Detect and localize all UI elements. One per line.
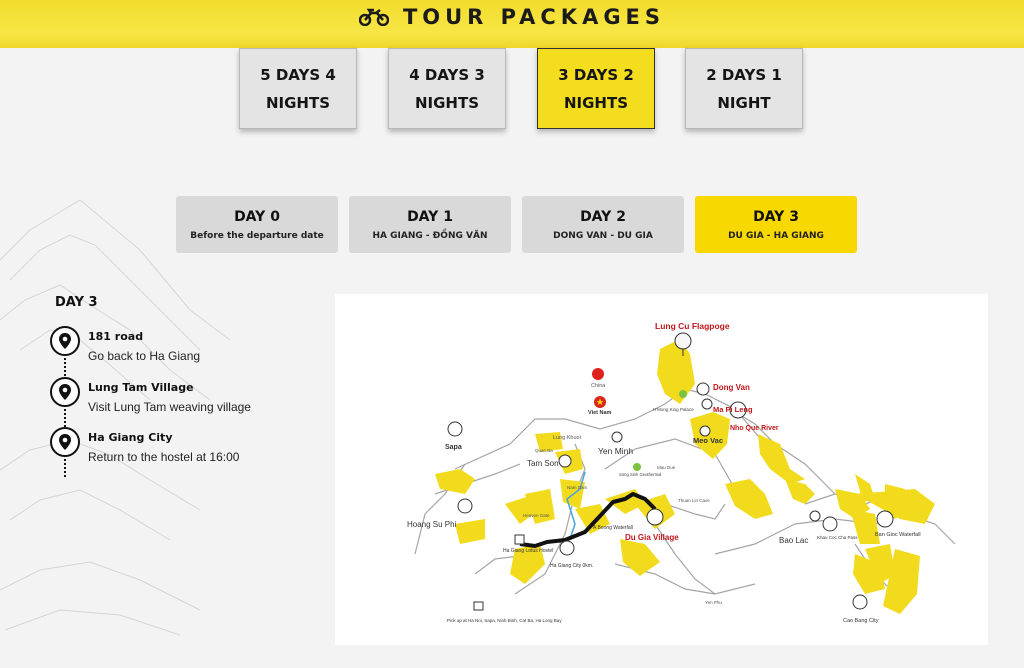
map-pin-icon [50, 326, 80, 356]
stop-name: 181 road [88, 330, 144, 343]
day-tab-title: DAY 2 [580, 208, 626, 225]
map-label-hmong-palace: H'Mong King Palace [653, 407, 694, 412]
day-tab-title: DAY 0 [234, 208, 280, 225]
map-label-ha-giang-city: Ha Giang City 0km. [550, 563, 594, 569]
hoang-su-phi-marker [458, 499, 472, 513]
map-label-tam-son: Tam Son [527, 459, 559, 468]
stop-description: Return to the hostel at 16:00 [88, 450, 240, 464]
package-tab-4-days[interactable] [388, 48, 506, 129]
yen-minh-marker [612, 432, 622, 442]
khau-coc-marker [823, 517, 837, 531]
package-tab-3-days[interactable] [537, 48, 655, 129]
map-label-vietnam: Viet Nam [588, 410, 612, 416]
day-tab-subtitle: Before the departure date [190, 230, 324, 241]
map-pin-icon [50, 427, 80, 457]
map-pin-icon [50, 377, 80, 407]
package-tab-label: 3 DAYS 2 NIGHTS [558, 65, 634, 112]
cao-bang-marker [853, 595, 867, 609]
package-tab-5-days[interactable] [239, 48, 357, 129]
ban-gioc-marker [877, 511, 893, 527]
map-label-lung-khuoi: Lung Khuoi [553, 435, 581, 441]
map-label-sapa: Sapa [445, 444, 462, 451]
map-label-nam-dam: Nam Dam [567, 485, 588, 490]
map-highlight-regions [435, 339, 935, 614]
stop-name: Ha Giang City [88, 431, 173, 444]
day-tab-0[interactable] [176, 196, 338, 253]
tam-son-marker [559, 455, 571, 467]
meo-vac-marker [700, 426, 710, 436]
day-tab-title: DAY 3 [753, 208, 799, 225]
map-label-yen-phu: Yen Phu [705, 600, 722, 605]
package-tab-label: 2 DAYS 1 NIGHT [706, 65, 782, 112]
map-label-lung-cu: Lung Cu Flagpoge [655, 321, 730, 331]
stop-name: Lung Tam Village [88, 381, 194, 394]
map-label-dong-van: Dong Van [713, 383, 750, 392]
map-label-meo-vac: Meo Vac [693, 436, 724, 445]
day-tab-title: DAY 1 [407, 208, 453, 225]
route-map [335, 294, 988, 645]
stop-description: Go back to Ha Giang [88, 349, 201, 363]
china-marker [592, 368, 604, 380]
package-tab-label: 4 DAYS 3 NIGHTS [409, 65, 485, 112]
map-label-ban-gioc: Ban Gioc Waterfall [875, 532, 921, 538]
ma-pi-leng-marker [702, 399, 712, 409]
map-label-hoang-su-phi: Hoang Su Phi [407, 520, 457, 529]
header-title-wrap [359, 5, 665, 29]
du-gia-marker [647, 509, 663, 525]
dong-van-marker [697, 383, 709, 395]
timeline-dots [64, 358, 66, 376]
itinerary-stop [50, 377, 310, 425]
map-label-quan-ba: Quan Ba [535, 448, 553, 453]
map-label-bao-lac: Bao Lac [779, 536, 809, 545]
pickup-marker [474, 602, 483, 610]
map-label-mau-due: Mau Due [657, 465, 676, 470]
map-label-du-gia: Du Gia Village [625, 533, 679, 542]
map-label-lotus-hostel: Ha Giang Lotus Hostel [503, 548, 554, 554]
package-tab-label: 5 DAYS 4 NIGHTS [260, 65, 336, 112]
map-label-a-boong: A Boong Waterfall [593, 525, 633, 531]
day-tab-subtitle: DONG VAN - DU GIA [553, 230, 653, 241]
lotus-hostel-marker [515, 535, 524, 544]
hmong-palace-marker [679, 390, 687, 398]
day-tab-3[interactable] [695, 196, 857, 253]
map-label-nho-que: Nho Que River [730, 425, 779, 432]
map-label-pickup: Pick up at Ha Noi, Sapa, Ninh Binh, Cat Ba, Ha Long Bay [447, 618, 562, 623]
map-label-song-sinh: Song Sinh Geothermal [619, 472, 662, 477]
day-tab-2[interactable] [522, 196, 684, 253]
timeline-dots [64, 459, 66, 477]
map-label-heaven-gate: Heaven Gate [523, 513, 550, 518]
map-label-khau-coc: Khau Coc Cha Pass [817, 535, 858, 540]
stop-description: Visit Lung Tam weaving village [88, 400, 251, 414]
day-tab-subtitle: HA GIANG - ĐỒNG VĂN [372, 230, 488, 241]
page-title: TOUR PACKAGES [402, 5, 666, 29]
vietnam-marker [594, 396, 606, 408]
itinerary-stop [50, 427, 310, 475]
day-tab-1[interactable] [349, 196, 511, 253]
map-label-china: China [591, 383, 606, 389]
map-label-yen-minh: Yen Minh [598, 446, 634, 456]
sapa-marker [448, 422, 462, 436]
package-tabs [0, 48, 1024, 130]
ha-giang-city-marker [560, 541, 574, 555]
itinerary-stop [50, 326, 310, 374]
route-map-svg [335, 294, 988, 645]
song-sinh-marker [633, 463, 641, 471]
bao-lac-marker [810, 511, 820, 521]
map-label-thuan-lin: Thuan Lin Cave [678, 498, 710, 503]
itinerary-title: DAY 3 [55, 295, 98, 310]
timeline-dots [64, 409, 66, 427]
package-tab-2-days[interactable] [685, 48, 803, 129]
day-tab-subtitle: DU GIA - HA GIANG [728, 230, 824, 241]
map-label-cao-bang: Cao Bang City [843, 618, 879, 624]
map-label-ma-pi-leng: Ma Pi Leng [713, 405, 753, 414]
header-band [0, 0, 1024, 48]
motorbike-icon [359, 8, 389, 26]
